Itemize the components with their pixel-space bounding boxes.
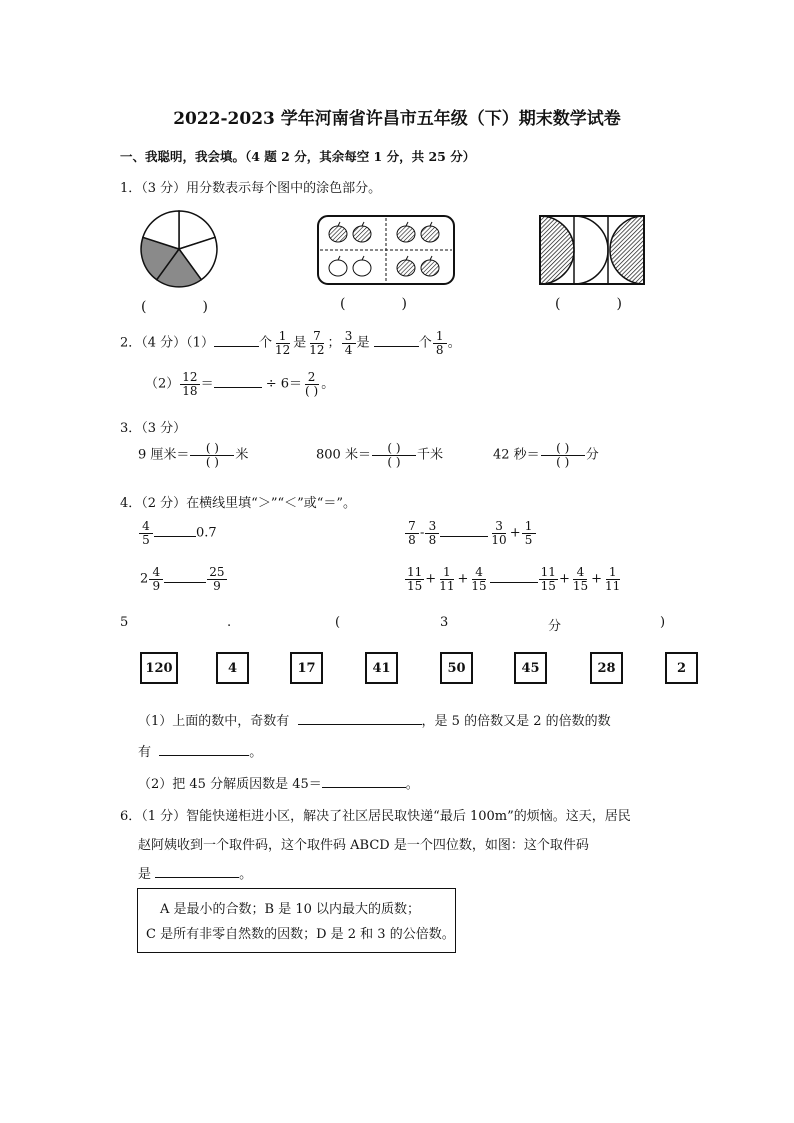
number-card: 4 [216, 652, 249, 684]
q2-blank-1[interactable] [214, 334, 259, 347]
q6-line-3: 是 。 [138, 867, 253, 882]
q2-line-1: 2．（4 分）（1） 个 $\frac{1}{12}$ 是 $\frac{7}{12}$ ； $\frac{3}{4}$ 是 个 $\frac{1}{8}$ 。 [120, 329, 461, 357]
section-heading: 一、我聪明，我会填。（4 题 2 分，其余每空 1 分，共 25 分） [120, 149, 476, 164]
q5-blank-factor[interactable] [322, 775, 406, 788]
q6-clue-1: A 是最小的合数；B 是 10 以内最大的质数； [160, 902, 421, 917]
q6-clue-2: C 是所有非零自然数的因数；D 是 2 和 3 的公倍数。 [146, 927, 455, 942]
fraction: $\frac{3}{4}$ [342, 330, 356, 356]
q4-compare-4: $\frac{11}{15}$ + $\frac{1}{11}$ + $\frac{4}{15}$ $\frac{11}{15}$ + $\frac{4}{15}$ + $\frac{1}{11}$ [407, 565, 621, 593]
q6-line-1: 6．（1 分）智能快递柜进小区，解决了社区居民取快递“最后 100m”的烦恼。这天，居民 [120, 809, 631, 824]
q5-part-1: （1）上面的数中，奇数有 ，是 5 的倍数又是 2 的倍数的数 [138, 714, 611, 729]
q5-header-score: 3 [440, 615, 449, 630]
apple-tray-figure [316, 214, 456, 286]
q5-header-dot: . [227, 615, 232, 630]
q4-compare-1: $\frac{4}{5}$ 0.7 [138, 520, 217, 546]
q3-text: 3．（3 分） [120, 421, 187, 436]
q5-header-num: 5 [120, 615, 129, 630]
semicircle-figure [538, 214, 646, 286]
q5-header-unit: 分 [548, 619, 562, 634]
fraction: $\frac{7}{12}$ [309, 329, 325, 357]
q5-header-close: ) [660, 615, 666, 630]
q1-answer-3[interactable]: ( ) [555, 296, 622, 312]
number-card: 45 [514, 652, 547, 684]
q3-item-m: 800 米＝ $\frac{( )}{( )}$ 千米 [316, 441, 443, 469]
number-card: 28 [590, 652, 623, 684]
q5-blank-multiple[interactable] [159, 743, 249, 756]
fraction: $\frac{1}{8}$ [433, 330, 447, 356]
q5-header-paren: ( [335, 615, 341, 630]
q6-blank-code[interactable] [155, 865, 239, 878]
number-card: 2 [665, 652, 698, 684]
q6-clue-box [137, 888, 456, 953]
q1-answer-1[interactable]: ( ) [141, 299, 208, 315]
page-title: 2022-2023 学年河南省许昌市五年级（下）期末数学试卷 [173, 109, 621, 129]
q5-part-1-cont: 有 。 [138, 745, 263, 760]
q2-blank-2[interactable] [374, 334, 419, 347]
q4-compare-2: $\frac{7}{8}$ - $\frac{3}{8}$ $\frac{3}{10}$ + $\frac{1}{5}$ [404, 520, 537, 546]
q2-line-2: （2） $\frac{12}{18}$ ＝ ÷ 6＝ $\frac{2}{( )}$ 。 [145, 370, 335, 398]
q3-item-s: 42 秒＝ $\frac{( )}{( )}$ 分 [493, 441, 599, 469]
fraction: $\frac{1}{12}$ [274, 329, 291, 357]
q5-part-2: （2）把 45 分解质因数是 45＝ 。 [138, 777, 419, 792]
pie-figure [138, 208, 220, 290]
number-card: 17 [290, 652, 323, 684]
fraction: $\frac{2}{( )}$ [305, 370, 319, 398]
number-card: 41 [365, 652, 398, 684]
q5-blank-odd[interactable] [298, 712, 422, 725]
q2-blank-3[interactable] [214, 375, 262, 388]
q3-item-cm: 9 厘米＝ $\frac{( )}{( )}$ 米 [138, 441, 249, 469]
q1-text: 1．（3 分）用分数表示每个图中的涂色部分。 [120, 181, 382, 196]
fraction: $\frac{12}{18}$ [182, 370, 198, 398]
q1-answer-2[interactable]: ( ) [340, 296, 407, 312]
number-card: 50 [440, 652, 473, 684]
q4-compare-3: 2 $\frac{4}{9}$ $\frac{25}{9}$ [140, 565, 225, 593]
q4-text: 4．（2 分）在横线里填“＞”“＜”或“＝”。 [120, 496, 357, 511]
q6-line-2: 赵阿姨收到一个取件码，这个取件码 ABCD 是一个四位数，如图：这个取件码 [138, 838, 589, 853]
number-card: 120 [140, 652, 178, 684]
